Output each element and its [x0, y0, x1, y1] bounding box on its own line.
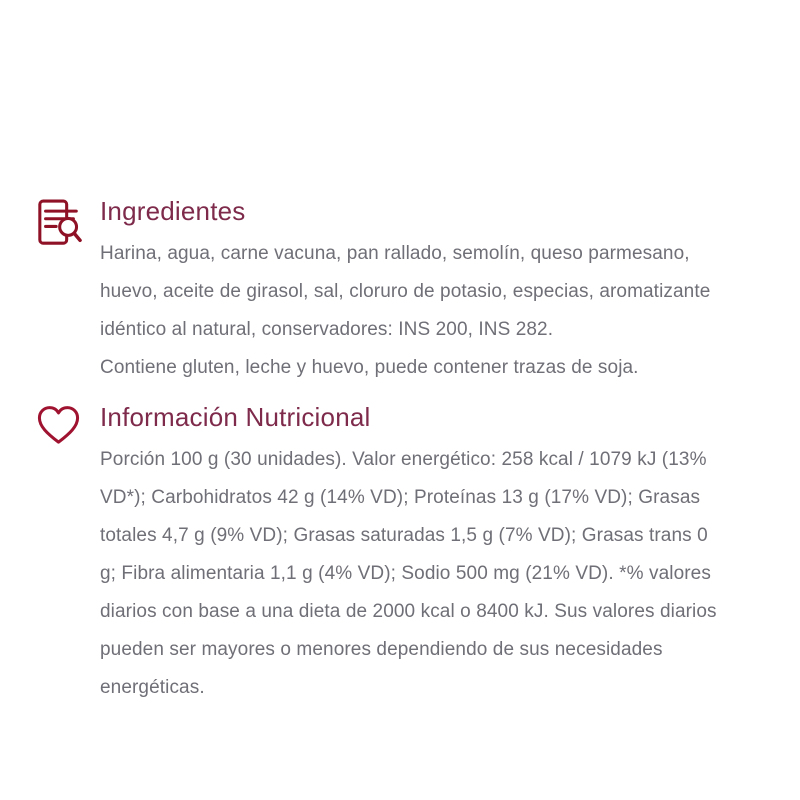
nutrition-text-column	[100, 401, 718, 707]
ingredients-icon-column	[36, 195, 100, 257]
nutrition-section	[36, 401, 720, 707]
nutrition-icon-column	[36, 401, 100, 451]
ingredients-title: Ingredientes	[100, 196, 246, 226]
allergen-paragraph: Contiene gluten, leche y huevo, puede contener trazas de soja.	[100, 356, 639, 378]
product-details-block	[36, 195, 720, 721]
nutrition-title: Información Nutricional	[100, 401, 371, 432]
document-search-icon	[36, 198, 82, 252]
ingredients-paragraph: Harina, agua, carne vacuna, pan rallado, semolín, queso parmesano, huevo, aceite de girasol, sal, cloruro de potasio, especias, aromatizante idéntico al natural, conservadores: INS 200, INS 282.	[100, 242, 711, 340]
nutrition-paragraph: Porción 100 g (30 unidades). Valor energético: 258 kcal / 1079 kJ (13% VD*); Carbohidratos 42 g (14% VD); Proteínas 13 g (17% VD); Grasas totales 4,7 g (9% VD); Grasas saturadas 1,5 g (7% VD); Grasas trans 0 g; Fibra alimentaria 1,1 g (4% VD); Sodio 500 mg (21% VD). *% valores diarios con base a una dieta de 2000 kcal o 8400 kJ. Sus valores diarios pueden ser mayores o menores dependiendo de sus necesidades energéticas.	[100, 448, 717, 698]
ingredients-text-column	[100, 195, 718, 387]
ingredients-section	[36, 195, 720, 387]
heart-icon	[36, 404, 81, 446]
